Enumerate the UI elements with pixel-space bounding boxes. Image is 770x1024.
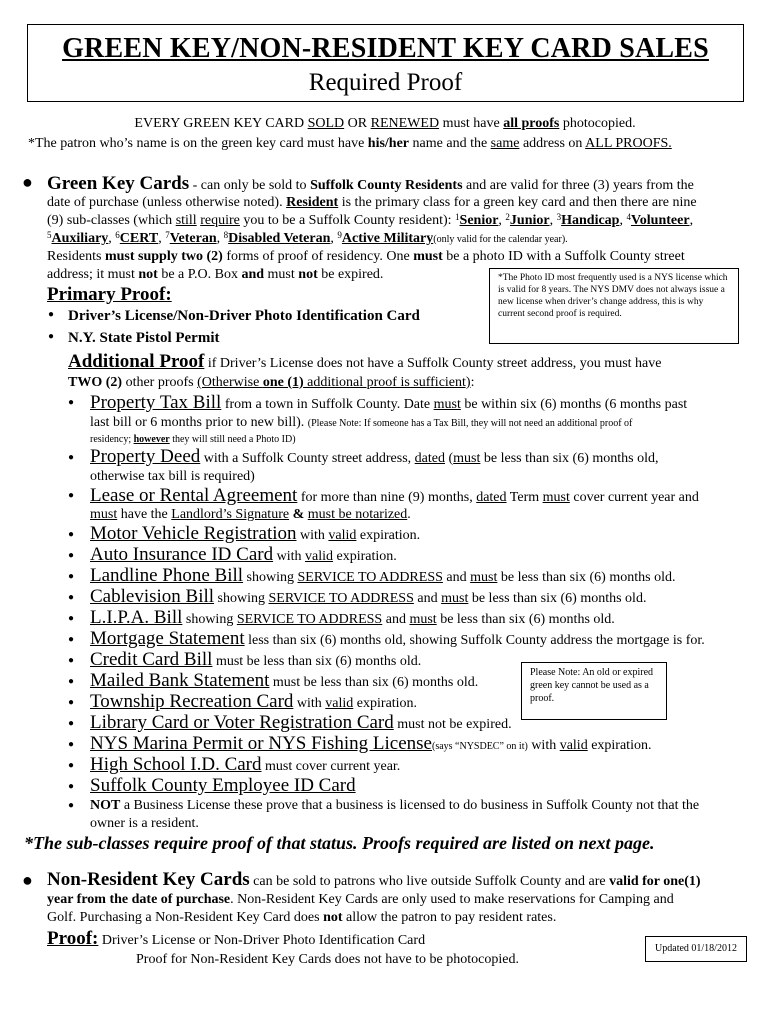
note-text: they will still need a Photo ID)	[169, 434, 296, 445]
bullet-icon: ●	[68, 613, 75, 624]
proof-title: Cablevision Bill	[90, 586, 215, 607]
proof-item-business-license	[90, 797, 699, 814]
text: and are valid for three (3) years from the	[462, 178, 694, 193]
additional-proof-line-2	[68, 374, 474, 391]
text: expiration.	[587, 738, 652, 753]
non-resident-line-2	[47, 891, 674, 908]
text: valid	[325, 696, 354, 711]
green-key-heading: Green Key Cards	[47, 173, 190, 194]
text: must	[90, 507, 118, 522]
text: .	[407, 507, 411, 522]
text-bold: must	[413, 249, 443, 264]
intro-text: address on	[519, 136, 586, 151]
text: showing	[214, 591, 269, 606]
text: allow the patron to pay resident rates.	[342, 910, 557, 925]
text: - can only be sold to	[189, 178, 311, 193]
proof-title: Property Deed	[90, 446, 201, 467]
sup-9: 9	[337, 230, 342, 240]
text: have the	[117, 507, 172, 522]
text-bold: Suffolk County Residents	[310, 178, 463, 193]
text: Landlord’s Signature	[171, 507, 290, 522]
proof-item-business-license-line-2: owner is a resident.	[90, 816, 199, 831]
bullet-icon: ●	[68, 397, 75, 408]
proof-item-credit-card	[90, 651, 421, 670]
text: date of purchase (unless otherwise noted).	[47, 195, 287, 210]
text: must	[542, 490, 570, 505]
updated-date-box: Updated 01/18/2012	[645, 936, 747, 962]
proof-item-lease	[90, 487, 699, 506]
proof-item-cablevision	[90, 588, 646, 607]
bullet-icon: ●	[68, 550, 75, 561]
text: be less than six (6) months old.	[436, 612, 615, 627]
text: Term	[506, 490, 543, 505]
text-bold: year from the date of purchase	[47, 892, 231, 907]
non-resident-heading: Non-Resident Key Cards	[47, 869, 250, 890]
text-bold: not	[138, 267, 158, 282]
text: with	[296, 528, 329, 543]
intro-all-proofs-caps: ALL PROOFS.	[585, 136, 672, 151]
text: last bill or 6 months prior to new bill).	[90, 415, 308, 430]
non-resident-proof-line-2: Proof for Non-Resident Key Cards does not have to be photocopied.	[136, 952, 519, 967]
require-term: require	[200, 213, 240, 228]
text: must be less than six (6) months old.	[269, 675, 479, 690]
text: (	[445, 451, 454, 466]
text: address; it must	[47, 267, 139, 282]
bullet-icon: ●	[22, 172, 33, 192]
text: a Business License these prove that a business is licensed to do business in Suffolk County not that the	[120, 798, 700, 813]
non-resident-line-3	[47, 909, 556, 926]
intro-renewed: RENEWED	[370, 116, 440, 131]
text: valid	[304, 549, 333, 564]
text: additional proof is sufficient)	[303, 375, 471, 390]
comma: ,	[108, 231, 112, 246]
text: showing	[182, 612, 237, 627]
green-key-line-3	[47, 212, 693, 229]
text: must be notarized	[307, 507, 408, 522]
text: be a P.O. Box	[157, 267, 242, 282]
page-subtitle: Required Proof	[308, 69, 463, 96]
bullet-icon: ●	[68, 800, 75, 811]
text-bold: &	[289, 507, 308, 522]
bullet-icon: ●	[68, 571, 75, 582]
text: be a photo ID with a Suffolk County street	[442, 249, 685, 264]
bullet-icon: ●	[68, 490, 75, 501]
subclass-statement: *The sub-classes require proof of that status. Proofs required are listed on next page.	[24, 833, 655, 853]
text: :	[470, 375, 475, 390]
sup-4: 4	[626, 212, 631, 222]
text: must	[453, 451, 481, 466]
proof-title: L.I.P.A. Bill	[90, 607, 183, 628]
sup-6: 6	[115, 230, 120, 240]
sup-5: 5	[47, 230, 52, 240]
green-key-line-4	[47, 230, 568, 248]
text: (9) sub-classes (which	[47, 213, 176, 228]
comma: ,	[330, 231, 334, 246]
text: (Otherwise	[197, 375, 263, 390]
text: be less than six (6) months old,	[480, 451, 659, 466]
proof-item-mortgage	[90, 630, 705, 649]
text: dated	[476, 490, 507, 505]
text: must	[264, 267, 299, 282]
intro-text: photocopied.	[559, 116, 636, 131]
text: valid	[559, 738, 588, 753]
intro-line-1	[0, 115, 770, 132]
proof-title: Mailed Bank Statement	[90, 670, 270, 691]
intro-line-2	[28, 135, 672, 152]
text: expiration.	[353, 696, 418, 711]
dmv-note-box: *The Photo ID most frequently used is a NYS license which is valid for 8 years. The NYS DMV does not always issue a new license when driver’s change address, this is why current second proof is required.	[489, 268, 739, 344]
bullet-icon: ●	[68, 697, 75, 708]
text: expiration.	[332, 549, 397, 564]
intro-all-proofs: all proofs	[503, 116, 560, 131]
text: must	[433, 397, 461, 412]
bullet-icon: ●	[68, 452, 75, 463]
text: Driver’s License or Non-Driver Photo Identification Card	[98, 933, 426, 948]
proof-title: Credit Card Bill	[90, 649, 213, 670]
subclass-auxiliary: Auxiliary	[51, 231, 109, 246]
proof-item-property-deed-line-2: otherwise tax bill is required)	[90, 469, 255, 484]
intro-same: same	[490, 136, 520, 151]
text: be expired.	[317, 267, 384, 282]
subclass-veteran: Veteran	[169, 231, 217, 246]
bullet-icon: ●	[48, 309, 55, 320]
intro-text: name and the	[409, 136, 491, 151]
proof-title: Suffolk County Employee ID Card	[90, 775, 356, 796]
non-resident-proof-line	[47, 928, 425, 952]
text: you to be a Suffolk County resident):	[239, 213, 456, 228]
text: and	[442, 570, 471, 585]
text: if Driver’s License does not have a Suffolk County street address, you must have	[204, 356, 662, 371]
proof-title: Landline Phone Bill	[90, 565, 244, 586]
proof-title: Property Tax Bill	[90, 392, 222, 413]
proof-item-motor-vehicle	[90, 525, 420, 544]
bullet-icon: ●	[68, 655, 75, 666]
proof-title: Library Card or Voter Registration Card	[90, 712, 394, 733]
text: can be sold to patrons who live outside Suffolk County and are	[249, 874, 610, 889]
proof-item-marina	[90, 735, 651, 755]
sup-8: 8	[223, 230, 229, 240]
bullet-icon: ●	[68, 529, 75, 540]
intro-sold: SOLD	[307, 116, 345, 131]
proof-item-bank-statement	[90, 672, 478, 691]
bullet-icon: ●	[68, 718, 75, 729]
text: SERVICE TO ADDRESS	[236, 612, 383, 627]
bullet-icon: ●	[48, 331, 55, 342]
proof-title: NYS Marina Permit or NYS Fishing License	[90, 733, 432, 754]
sup-7: 7	[165, 230, 170, 240]
text: must	[409, 612, 437, 627]
text-bold: NOT	[90, 798, 121, 813]
subclass-volunteer: Volunteer	[630, 213, 690, 228]
still-term: still	[175, 213, 197, 228]
text: is the primary class for a green key card and then there are nine	[338, 195, 697, 210]
text: cover current year and	[569, 490, 699, 505]
subclass-handicap: Handicap	[561, 213, 620, 228]
proof-title: Motor Vehicle Registration	[90, 523, 297, 544]
subclass-cert: CERT	[119, 231, 159, 246]
proof-item-high-school	[90, 756, 400, 775]
text: SERVICE TO ADDRESS	[268, 591, 414, 606]
primary-proof-item-1: Driver’s License/Non-Driver Photo Identification Card	[68, 308, 420, 324]
text: must	[441, 591, 469, 606]
comma: ,	[216, 231, 221, 246]
text: with a Suffolk County street address,	[200, 451, 415, 466]
proof-item-township	[90, 693, 417, 712]
text: with	[293, 696, 326, 711]
text: must not be expired.	[393, 717, 512, 732]
proof-item-property-deed	[90, 448, 659, 467]
text: and	[382, 612, 410, 627]
intro-his-her: his/her	[367, 136, 410, 151]
proof-item-auto-insurance	[90, 546, 397, 565]
intro-text: must have	[439, 116, 504, 131]
text: Golf. Purchasing a Non-Resident Key Card does	[47, 910, 324, 925]
intro-text: OR	[344, 116, 371, 131]
comma: ,	[689, 213, 694, 228]
proof-item-employee-id	[90, 777, 356, 796]
text: dated	[414, 451, 445, 466]
text: forms of proof of residency. One	[222, 249, 414, 264]
sup-3: 3	[556, 212, 562, 222]
bullet-icon: ●	[68, 781, 75, 792]
primary-proof-item-2: N.Y. State Pistol Permit	[68, 330, 220, 346]
green-key-line-1	[47, 174, 694, 196]
text-bold: not	[298, 267, 318, 282]
additional-proof-heading: Additional Proof	[68, 351, 205, 372]
note-text: (Please Note: If someone has a Tax Bill, they will not need an additional proof of	[307, 418, 633, 429]
subclass-disabled-veteran: Disabled Veteran	[228, 231, 331, 246]
text: with	[273, 549, 305, 564]
bullet-icon: ●	[68, 739, 75, 750]
text: for more than nine (9) months,	[297, 490, 477, 505]
text: must be less than six (6) months old.	[212, 654, 422, 669]
subclass-senior: Senior	[459, 213, 499, 228]
proof-title: Lease or Rental Agreement	[90, 485, 298, 506]
active-military-note: (only valid for the calendar year).	[433, 234, 568, 245]
text: be less than six (6) months old.	[497, 570, 676, 585]
text-bold: not	[323, 910, 343, 925]
subclass-junior: Junior	[509, 213, 550, 228]
comma: ,	[619, 213, 623, 228]
text: other proofs	[122, 375, 198, 390]
text: must	[470, 570, 498, 585]
intro-text: EVERY GREEN KEY CARD	[134, 116, 308, 131]
text: less than six (6) months old, showing Suffolk County address the mortgage is for.	[244, 633, 705, 648]
proof-title: Mortgage Statement	[90, 628, 245, 649]
text: with	[527, 738, 560, 753]
comma: ,	[549, 213, 554, 228]
note-text: (says “NYSDEC” on it)	[431, 741, 528, 752]
bullet-icon: ●	[68, 592, 75, 603]
text: Residents	[47, 249, 105, 264]
bullet-icon: ●	[22, 870, 33, 890]
text-bold: valid for one(1)	[609, 874, 701, 889]
proof-item-lease-line-2	[90, 506, 411, 523]
comma: ,	[498, 213, 502, 228]
non-resident-proof-label: Proof:	[47, 928, 99, 949]
text: showing	[243, 570, 298, 585]
resident-term: Resident	[286, 195, 339, 210]
green-key-line-2	[47, 194, 697, 211]
text: valid	[328, 528, 357, 543]
proof-item-lipa	[90, 609, 615, 628]
bullet-icon: ●	[68, 760, 75, 771]
bullet-icon: ●	[68, 634, 75, 645]
text-bold: must supply two (2)	[104, 249, 223, 264]
bullet-icon: ●	[68, 676, 75, 687]
intro-text: *The patron who’s name is on the green key card must have	[28, 136, 368, 151]
text-bold: and	[241, 267, 265, 282]
non-resident-line-1	[47, 870, 701, 892]
text: must cover current year.	[261, 759, 401, 774]
proof-item-library	[90, 714, 512, 733]
title-box	[27, 24, 744, 102]
note-text: however	[133, 434, 170, 445]
note-text: residency;	[90, 434, 134, 445]
green-key-line-5	[47, 248, 685, 265]
additional-proof-line-1	[68, 351, 661, 375]
page-title: GREEN KEY/NON-RESIDENT KEY CARD SALES	[62, 33, 709, 64]
proof-title: Auto Insurance ID Card	[90, 544, 274, 565]
text-bold: TWO (2)	[68, 375, 123, 390]
text: from a town in Suffolk County. Date	[221, 397, 434, 412]
green-key-line-6	[47, 266, 383, 283]
text: expiration.	[356, 528, 421, 543]
text: be within six (6) months (6 months past	[460, 397, 688, 412]
proof-item-property-tax	[90, 394, 687, 413]
proof-item-landline	[90, 567, 675, 586]
text: . Non-Resident Key Cards are only used to make reservations for Camping and	[230, 892, 674, 907]
sup-1: 1	[455, 212, 460, 222]
text: be less than six (6) months old.	[468, 591, 647, 606]
text: SERVICE TO ADDRESS	[297, 570, 443, 585]
primary-proof-heading: Primary Proof:	[47, 284, 172, 305]
comma: ,	[158, 231, 162, 246]
text-bold: one (1)	[262, 375, 304, 390]
primary-proof-heading-wrap	[47, 284, 172, 308]
sup-2: 2	[505, 212, 510, 222]
proof-title: Township Recreation Card	[90, 691, 294, 712]
proof-title: High School I.D. Card	[90, 754, 262, 775]
old-key-note-box: Please Note: An old or expired green key cannot be used as a proof.	[521, 662, 667, 720]
subclass-active-military: Active Military	[341, 231, 434, 246]
text: and	[413, 591, 442, 606]
